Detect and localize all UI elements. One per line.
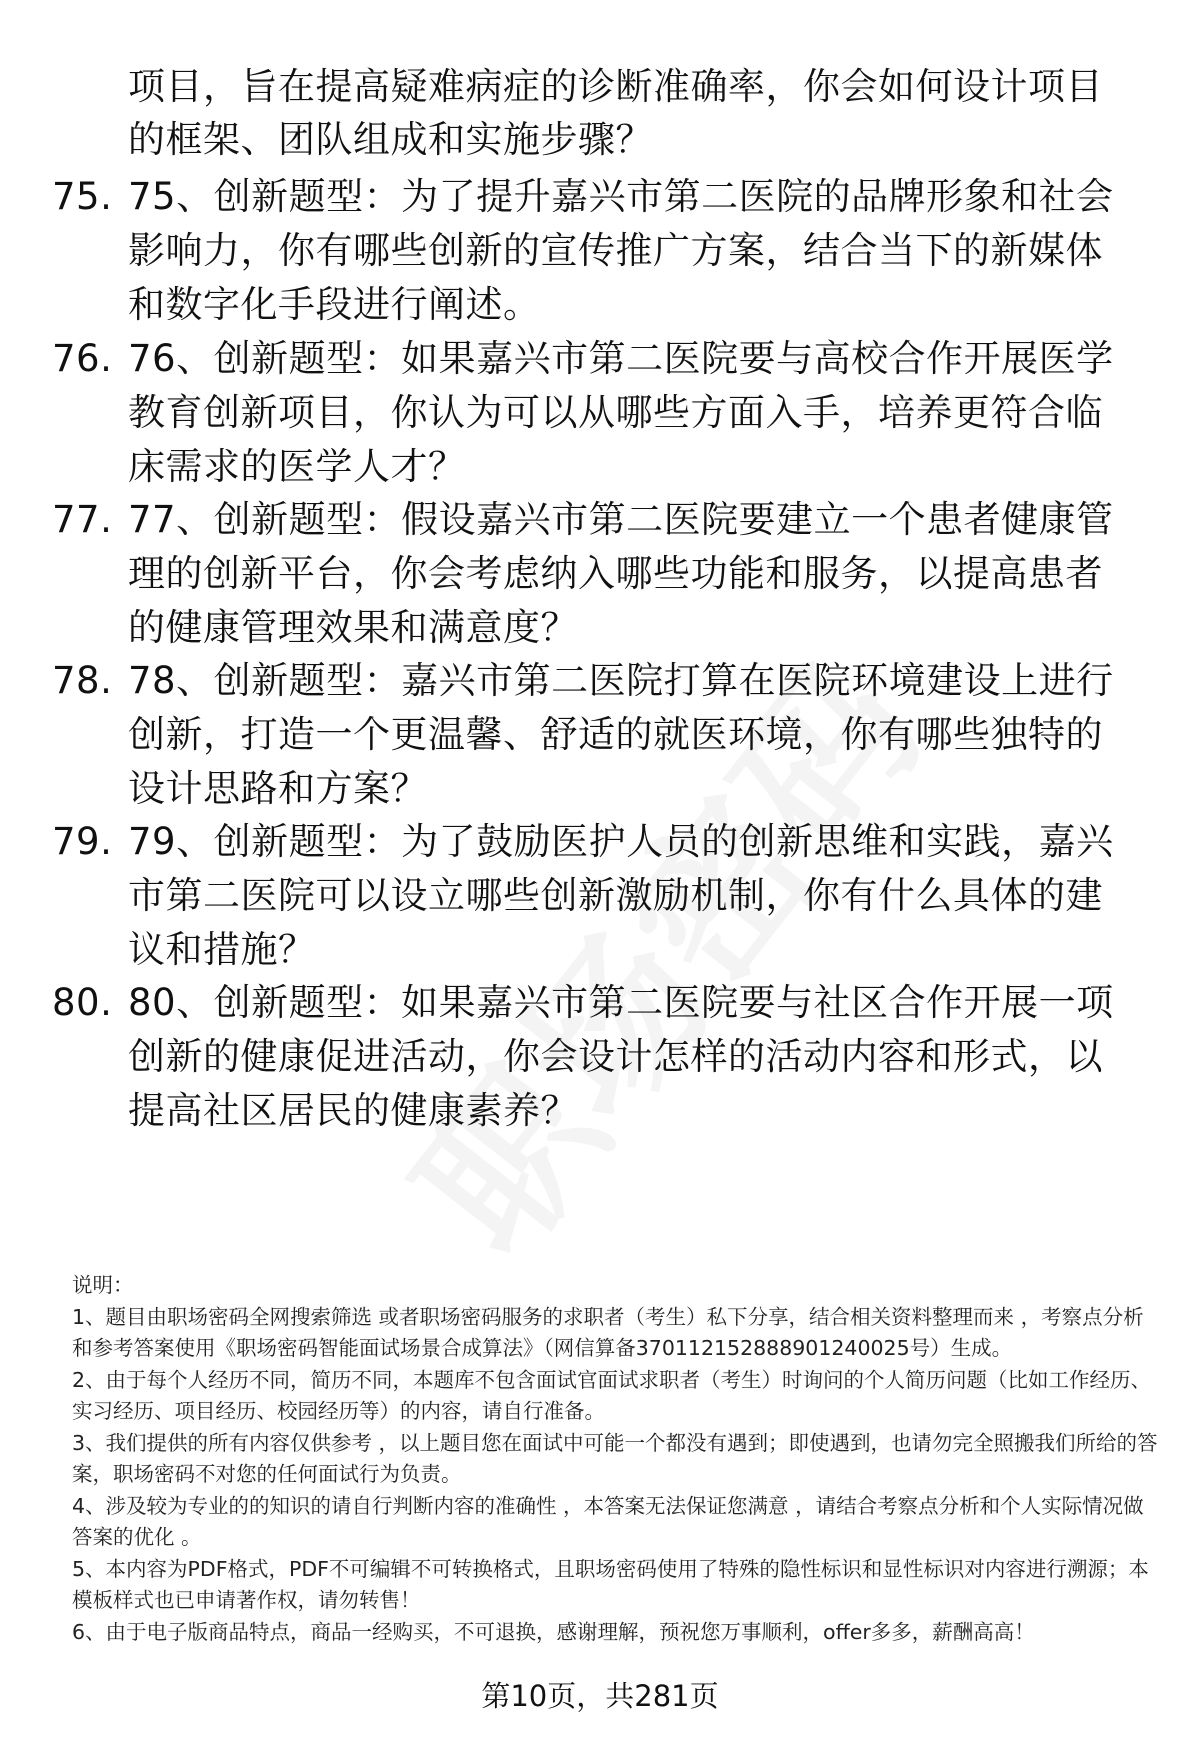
note-item: 3、我们提供的所有内容仅供参考 ，以上题目您在面试中可能一个都没有遇到；即使遇到，也请勿完全照搬我们所给的答案，职场密码不对您的任何面试行为负责。 xyxy=(72,1430,1158,1486)
note-item: 6、由于电子版商品特点，商品一经购买，不可退换，感谢理解，预祝您万事顺利，offer多多，薪酬高高！ xyxy=(72,1619,1035,1644)
question-text: 76、创新题型：如果嘉兴市第二医院要与高校合作开展医学教育创新项目，你认为可以从哪些方面入手，培养更符合临床需求的医学人才？ xyxy=(128,337,1114,488)
question-continuation: 项目，旨在提高疑难病症的诊断准确率，你会如何设计项目的框架、团队组成和实施步骤？ xyxy=(128,65,1103,161)
question-number: 76. xyxy=(52,337,113,380)
note-item: 4、涉及较为专业的的知识的请自行判断内容的准确性 ，本答案无法保证您满意 ，请结合考察点分析和个人实际情况做答案的优化 。 xyxy=(72,1493,1144,1549)
note-item: 5、本内容为PDF格式，PDF不可编辑不可转换格式，且职场密码使用了特殊的隐性标识和显性标识对内容进行溯源；本模板样式也已申请著作权，请勿转售！ xyxy=(72,1556,1149,1612)
question-number: 77. xyxy=(52,498,113,541)
question-text: 78、创新题型：嘉兴市第二医院打算在医院环境建设上进行创新，打造一个更温馨、舒适的就医环境，你有哪些独特的设计思路和方案？ xyxy=(128,659,1114,810)
question-number: 79. xyxy=(52,820,113,863)
note-item: 2、由于每个人经历不同，简历不同，本题库不包含面试官面试求职者（考生）时询问的个人简历问题（比如工作经历、实习经历、项目经历、校园经历等）的内容，请自行准备。 xyxy=(72,1367,1152,1423)
page-number: 第10页，共281页 xyxy=(481,1679,719,1713)
question-text: 79、创新题型：为了鼓励医护人员的创新思维和实践，嘉兴市第二医院可以设立哪些创新激励机制，你有什么具体的建议和措施？ xyxy=(128,820,1114,971)
question-text: 75、创新题型：为了提升嘉兴市第二医院的品牌形象和社会影响力，你有哪些创新的宣传推广方案，结合当下的新媒体和数字化手段进行阐述。 xyxy=(128,175,1114,326)
question-number: 75. xyxy=(52,175,113,218)
note-item: 1、题目由职场密码全网搜索筛选 或者职场密码服务的求职者（考生）私下分享，结合相关资料整理而来 ，考察点分析和参考答案使用《职场密码智能面试场景合成算法》（网信算备370112152888901240025号）生成。 xyxy=(72,1304,1144,1360)
question-text: 80、创新题型：如果嘉兴市第二医院要与社区合作开展一项创新的健康促进活动，你会设计怎样的活动内容和形式，以提高社区居民的健康素养？ xyxy=(128,981,1114,1132)
question-number: 78. xyxy=(52,659,113,702)
question-number: 80. xyxy=(52,981,113,1024)
question-text: 77、创新题型：假设嘉兴市第二医院要建立一个患者健康管理的创新平台，你会考虑纳入哪些功能和服务，以提高患者的健康管理效果和满意度？ xyxy=(128,498,1114,649)
notes-section xyxy=(72,1270,1162,1648)
notes-title: 说明： xyxy=(72,1273,134,1297)
